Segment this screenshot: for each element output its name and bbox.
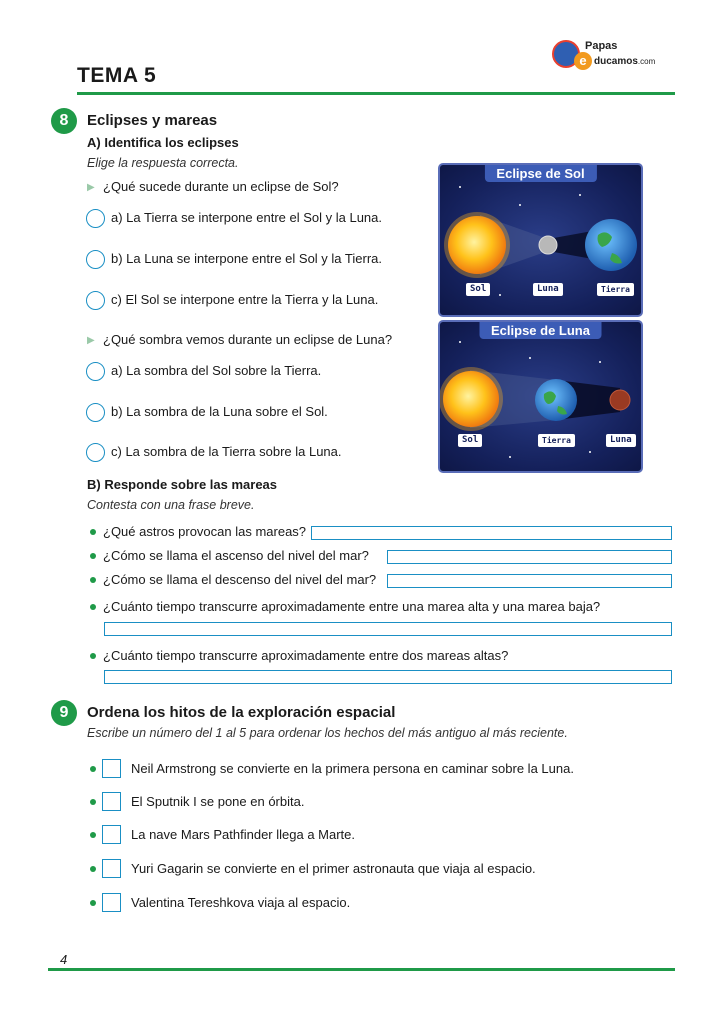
radio-q1-b[interactable] bbox=[86, 250, 105, 269]
top-divider bbox=[77, 92, 675, 95]
answer-field-1[interactable] bbox=[311, 526, 672, 540]
part-b-instruction: Contesta con una frase breve. bbox=[87, 498, 255, 512]
order-box-1[interactable] bbox=[102, 759, 121, 778]
option-q1-c: c) El Sol se interpone entre la Tierra y la Luna. bbox=[111, 292, 379, 307]
logo-text-top: Papas bbox=[585, 40, 618, 52]
tide-question-3: ¿Cómo se llama el descenso del nivel del mar? bbox=[103, 572, 377, 587]
section-8-title: Eclipses y mareas bbox=[87, 112, 218, 129]
tide-question-4: ¿Cuánto tiempo transcurre aproximadamente entre una marea alta y una marea baja? bbox=[103, 599, 601, 614]
milestone-1: Neil Armstrong se convierte en la primera persona en caminar sobre la Luna. bbox=[131, 761, 574, 776]
bullet-icon bbox=[90, 799, 96, 805]
radio-q2-c[interactable] bbox=[86, 443, 105, 462]
lunar-eclipse-drawing bbox=[440, 322, 641, 471]
radio-q1-a[interactable] bbox=[86, 209, 105, 228]
label-sol: Sol bbox=[458, 434, 482, 447]
option-q2-b: b) La sombra de la Luna sobre el Sol. bbox=[111, 404, 328, 419]
lunar-eclipse-illustration bbox=[438, 320, 643, 473]
answer-field-2[interactable] bbox=[387, 550, 672, 564]
bullet-icon bbox=[90, 653, 96, 659]
label-luna: Luna bbox=[533, 283, 563, 296]
order-box-2[interactable] bbox=[102, 792, 121, 811]
radio-q2-b[interactable] bbox=[86, 403, 105, 422]
earth-icon bbox=[585, 219, 637, 271]
order-box-5[interactable] bbox=[102, 893, 121, 912]
logo-text-bottom: ducamos.com bbox=[594, 56, 656, 67]
page-number: 4 bbox=[60, 952, 68, 967]
section-9-title: Ordena los hitos de la exploración espacial bbox=[87, 704, 396, 721]
milestone-5: Valentina Tereshkova viaja al espacio. bbox=[131, 895, 351, 910]
radio-q2-a[interactable] bbox=[86, 362, 105, 381]
label-tierra: Tierra bbox=[538, 434, 575, 447]
solar-panel-title: Eclipse de Sol bbox=[484, 165, 596, 182]
papaseducamos-logo bbox=[552, 38, 662, 74]
question-solar-eclipse: ¿Qué sucede durante un eclipse de Sol? bbox=[103, 179, 339, 194]
tide-question-1: ¿Qué astros provocan las mareas? bbox=[103, 524, 307, 539]
moon-icon bbox=[539, 236, 557, 254]
milestone-4: Yuri Gagarin se convierte en el primer astronauta que viaja al espacio. bbox=[131, 861, 536, 876]
part-a-heading: A) Identifica los eclipses bbox=[87, 135, 239, 150]
question-lunar-eclipse: ¿Qué sombra vemos durante un eclipse de Luna? bbox=[103, 332, 393, 347]
section-8-badge: 8 bbox=[51, 108, 77, 134]
bullet-icon bbox=[90, 553, 96, 559]
tide-question-5: ¿Cuánto tiempo transcurre aproximadamente entre dos mareas altas? bbox=[103, 648, 509, 663]
answer-field-4[interactable] bbox=[104, 622, 672, 636]
milestone-3: La nave Mars Pathfinder llega a Marte. bbox=[131, 827, 356, 842]
milestone-2: El Sputnik I se pone en órbita. bbox=[131, 794, 305, 809]
bullet-icon bbox=[90, 766, 96, 772]
bullet-icon bbox=[90, 832, 96, 838]
option-q2-c: c) La sombra de la Tierra sobre la Luna. bbox=[111, 444, 342, 459]
part-b-heading: B) Responde sobre las mareas bbox=[87, 477, 278, 492]
order-box-3[interactable] bbox=[102, 825, 121, 844]
bullet-icon bbox=[90, 900, 96, 906]
bullet-icon bbox=[90, 866, 96, 872]
page-title: TEMA 5 bbox=[77, 64, 157, 87]
label-sol: Sol bbox=[466, 283, 490, 296]
bullet-icon bbox=[90, 604, 96, 610]
moon-icon bbox=[610, 390, 630, 410]
label-tierra: Tierra bbox=[597, 283, 634, 296]
tide-question-2: ¿Cómo se llama el ascenso del nivel del mar? bbox=[103, 548, 369, 563]
arrow-icon: ▶ bbox=[87, 182, 95, 193]
solar-eclipse-illustration bbox=[438, 163, 643, 317]
sun-icon bbox=[443, 371, 499, 427]
radio-q1-c[interactable] bbox=[86, 291, 105, 310]
lunar-panel-title: Eclipse de Luna bbox=[479, 322, 602, 339]
label-luna: Luna bbox=[606, 434, 636, 447]
answer-field-5[interactable] bbox=[104, 670, 672, 684]
logo-e-icon: e bbox=[574, 52, 592, 70]
arrow-icon: ▶ bbox=[87, 335, 95, 346]
section-9-badge: 9 bbox=[51, 700, 77, 726]
order-box-4[interactable] bbox=[102, 859, 121, 878]
section-9-instruction: Escribe un número del 1 al 5 para ordenar los hechos del más antiguo al más reciente. bbox=[87, 726, 568, 740]
bottom-divider bbox=[48, 968, 675, 971]
option-q1-a: a) La Tierra se interpone entre el Sol y la Luna. bbox=[111, 210, 382, 225]
bullet-icon bbox=[90, 577, 96, 583]
part-a-instruction: Elige la respuesta correcta. bbox=[87, 156, 239, 170]
sun-icon bbox=[448, 216, 506, 274]
answer-field-3[interactable] bbox=[387, 574, 672, 588]
earth-icon bbox=[535, 379, 577, 421]
option-q2-a: a) La sombra del Sol sobre la Tierra. bbox=[111, 363, 322, 378]
option-q1-b: b) La Luna se interpone entre el Sol y la Tierra. bbox=[111, 251, 382, 266]
bullet-icon bbox=[90, 529, 96, 535]
